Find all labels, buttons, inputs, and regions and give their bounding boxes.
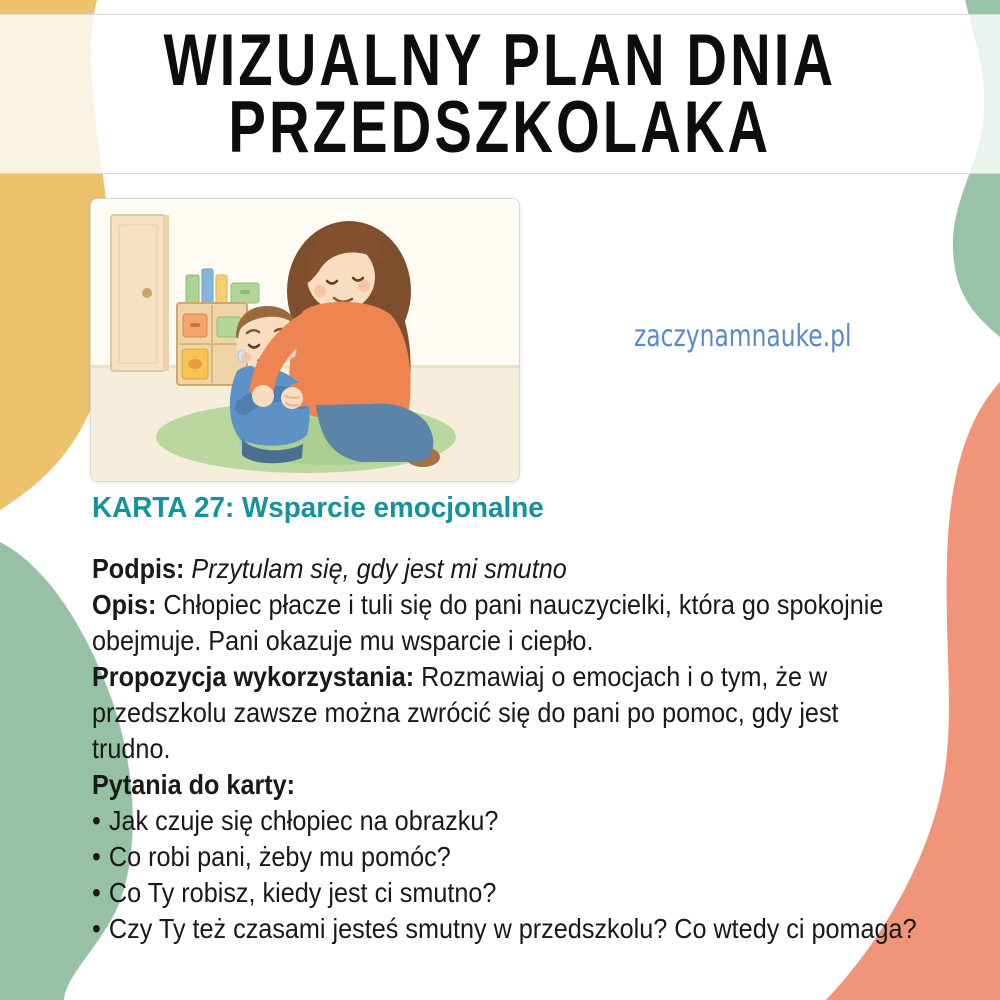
card-heading: KARTA 27: Wsparcie emocjonalne xyxy=(92,492,544,524)
question-item: • Czy Ty też czasami jesteś smutny w przedszkolu? Co wtedy ci pomaga? xyxy=(92,911,917,947)
watermark-url: zaczynamnauke.pl xyxy=(634,319,852,354)
bullet-icon: • xyxy=(92,841,101,872)
text-line: przedszkolu zawsze można zwrócić się do pani po pomoc, gdy jest xyxy=(92,697,839,728)
bullet-icon: • xyxy=(92,805,101,836)
text-line: obejmuje. Pani okazuje mu wsparcie i ciepło. xyxy=(92,625,594,656)
bullet-icon: • xyxy=(92,913,101,944)
bullet-icon: • xyxy=(92,877,101,908)
header-band xyxy=(0,14,1000,174)
text-line: trudno. xyxy=(92,733,171,764)
door xyxy=(111,215,169,371)
page-title xyxy=(163,20,837,168)
question-item: • Jak czuje się chłopiec na obrazku? xyxy=(92,803,917,839)
text-line: Opis: Chłopiec płacze i tuli się do pani nauczycielki, która go spokojnie xyxy=(92,589,884,620)
title-line-1: WIZUALNY PLAN DNIA xyxy=(163,20,837,101)
question-item: • Co robi pani, żeby mu pomóc? xyxy=(92,839,917,875)
text-line: Podpis: Przytulam się, gdy jest mi smutno xyxy=(92,553,567,584)
card-description xyxy=(92,551,917,947)
title-line-2: PRZEDSZKOLAKA xyxy=(228,87,772,168)
text-line: Pytania do karty: xyxy=(92,769,296,800)
text-line: Propozycja wykorzystania: Rozmawiaj o emocjach i o tym, że w xyxy=(92,661,828,692)
question-item: • Co Ty robisz, kiedy jest ci smutno? xyxy=(92,875,917,911)
card-illustration xyxy=(90,198,520,482)
